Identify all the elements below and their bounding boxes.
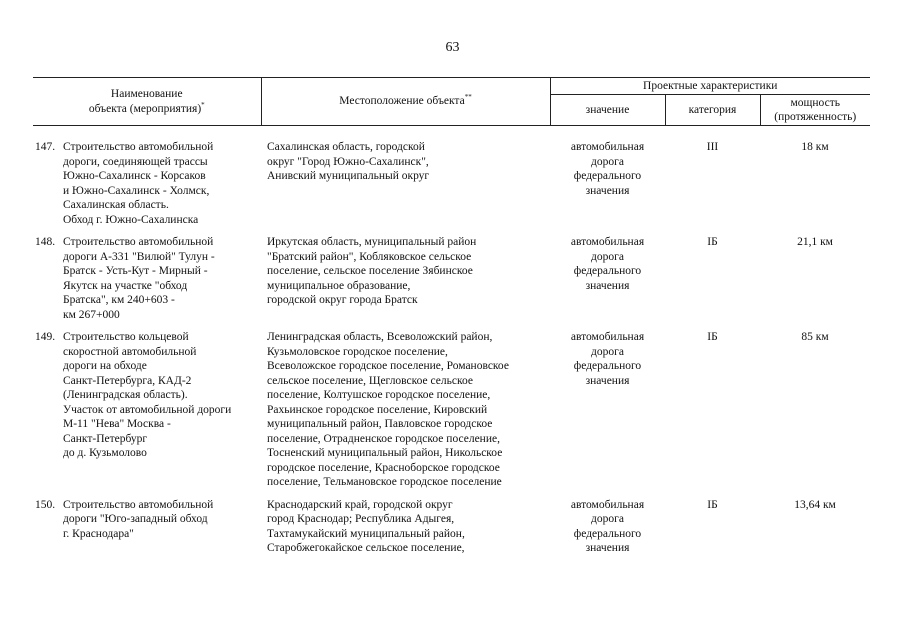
row-capacity: 85 км <box>801 331 829 343</box>
row-category: III <box>706 141 719 153</box>
header-name-note: * <box>201 100 205 109</box>
header-value: значение <box>550 95 665 126</box>
row-capacity: 13,64 км <box>794 498 836 511</box>
header-group: Проектные характеристики <box>550 78 870 95</box>
header-name-label: Наименование объекта (мероприятия) <box>88 88 202 115</box>
row-location: Ленинградская область, Всеволожский район, Кузьмоловское городское поселение, Всеволожское городское поселение, Романовское сельское поселение, Щегловское сельское поселение, Колтушское городское поселение, Рахьинское городское поселение, Кировский муниципальный район, Павловское городское поселение, Отрадненское городское поселение, Тосненский муниципальный район, Никольское городское поселение, Красноборское городское поселение, Тельмановское городское поселение <box>267 331 509 488</box>
row-location: Краснодарский край, городской округ город Краснодар; Республика Адыгея, Тахтамукайский муниципальный район, Старобжегокайское сельское поселение, <box>267 498 465 554</box>
row-value: автомобильная дорога федерального значения <box>570 498 645 554</box>
row-value: автомобильная дорога федерального значения <box>570 331 645 387</box>
table-body <box>33 126 870 564</box>
table-row <box>33 140 870 235</box>
row-number: 148. <box>35 236 56 248</box>
row-number: 147. <box>35 141 56 153</box>
row-value: автомобильная дорога федерального значения <box>570 141 645 197</box>
header-location-note: ** <box>464 93 472 102</box>
table-row <box>33 330 870 498</box>
row-name: Строительство автомобильной дороги А-331 "Вилюй" Тулун - Братск - Усть-Кут - Мирный - Якутск на участке "обход Братска", км 240+603 - км 267+000 <box>63 236 215 321</box>
row-category: IБ <box>707 331 718 343</box>
header-location <box>261 78 550 126</box>
row-location: Иркутская область, муниципальный район "Братский район", Кобляковское сельское поселение, сельское поселение Зябинское муниципальное образование, городской округ города Братск <box>267 236 477 306</box>
objects-table <box>33 77 870 564</box>
row-location: Сахалинская область, городской округ "Город Южно-Сахалинск", Анивский муниципальный округ <box>267 141 430 182</box>
header-capacity: мощность (протяженность) <box>760 95 870 126</box>
row-name: Строительство автомобильной дороги "Юго-западный обход г. Краснодара" <box>63 498 214 540</box>
header-location-label: Местоположение объекта <box>339 95 465 108</box>
row-number: 149. <box>35 331 56 343</box>
row-number: 150. <box>35 498 56 511</box>
header-category: категория <box>665 95 760 126</box>
row-value: автомобильная дорога федерального значения <box>570 236 645 292</box>
row-capacity: 21,1 км <box>797 236 833 248</box>
row-name: Строительство автомобильной дороги, соединяющей трассы Южно-Сахалинск - Корсаков и Южно-Сахалинск - Холмск, Сахалинская область. Обход г. Южно-Сахалинска <box>63 141 214 226</box>
table-header <box>33 78 870 126</box>
row-name: Строительство кольцевой скоростной автомобильной дороги на обходе Санкт-Петербурга, КАД-2 (Ленинградская область). Участок от автомобильной дороги М-11 "Нева" Москва - Санкт-Петербург до д. Кузьмолово <box>63 331 232 459</box>
row-capacity: 18 км <box>801 141 829 153</box>
header-name <box>33 78 261 126</box>
table-row <box>33 498 870 564</box>
row-category: IБ <box>707 498 718 511</box>
table-row <box>33 235 870 330</box>
row-category: IБ <box>707 236 718 248</box>
page-number: 63 <box>445 40 460 55</box>
